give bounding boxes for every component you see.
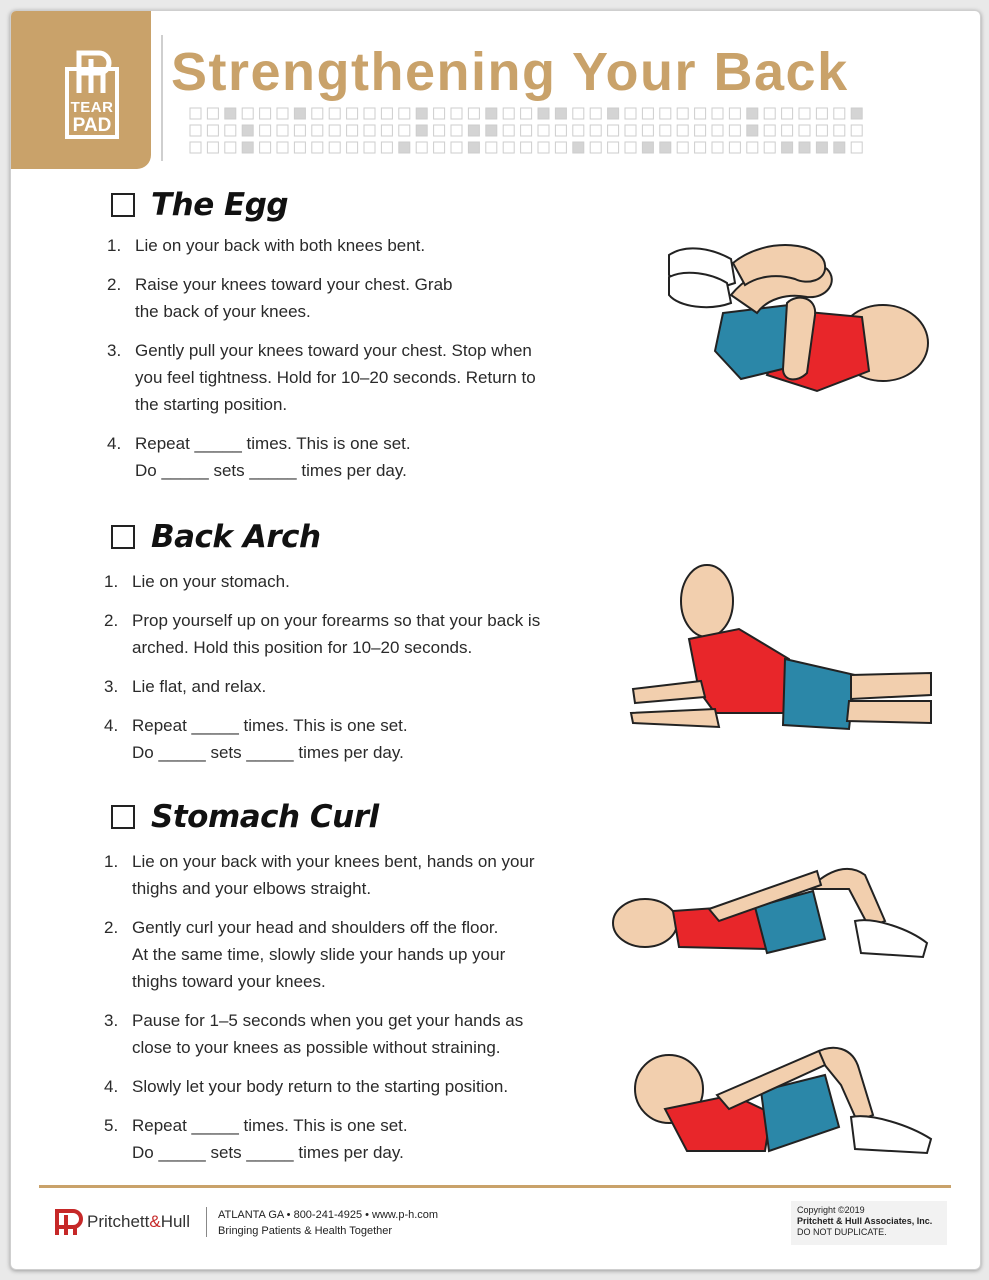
section-stomach-curl-checkbox[interactable] [111, 805, 135, 829]
section-egg-checkbox[interactable] [111, 193, 135, 217]
decorative-dot [729, 108, 740, 119]
decorative-dot [538, 142, 549, 153]
decorative-dot [782, 142, 793, 153]
decorative-dot [416, 125, 427, 136]
decorative-dot [312, 142, 323, 153]
decorative-dot [486, 125, 497, 136]
decorative-dot [521, 142, 532, 153]
decorative-dot [312, 108, 323, 119]
footer-separator [206, 1207, 207, 1237]
header-divider [161, 35, 163, 161]
decorative-dot [225, 125, 236, 136]
decorative-dot [799, 108, 810, 119]
list-item: 2. Raise your knees toward your chest. Grab the back of your knees. [107, 275, 453, 321]
decorative-dot [782, 125, 793, 136]
brand-first: Pritchett [87, 1212, 150, 1231]
decorative-dot [677, 125, 688, 136]
decorative-dot [381, 125, 392, 136]
decorative-dot [416, 142, 427, 153]
decorative-dot [207, 108, 218, 119]
decorative-dot [590, 142, 601, 153]
decorative-dot [642, 108, 653, 119]
stomach-curl-end-illustration [629, 1039, 935, 1159]
handout-page [10, 10, 981, 1270]
pritchett-hull-logo [53, 1207, 190, 1237]
section-back-arch-steps [104, 568, 584, 778]
decorative-dot [625, 125, 636, 136]
section-egg-header [111, 187, 288, 223]
decorative-dot [434, 142, 445, 153]
decorative-dot [329, 142, 340, 153]
decorative-dot-pattern [189, 107, 869, 157]
copyright-line: Copyright ©2019 [797, 1205, 865, 1215]
decorative-dot [538, 125, 549, 136]
decorative-dot [712, 125, 723, 136]
decorative-dot [364, 125, 375, 136]
decorative-dot [207, 125, 218, 136]
decorative-dot [329, 125, 340, 136]
list-item: 1. Lie on your stomach. [104, 572, 290, 591]
decorative-dot [399, 142, 410, 153]
decorative-dot [590, 125, 601, 136]
decorative-dot [468, 108, 479, 119]
decorative-dot [434, 108, 445, 119]
decorative-dot [486, 108, 497, 119]
decorative-dot [642, 125, 653, 136]
list-item: 3. Lie flat, and relax. [104, 677, 267, 696]
decorative-dot [851, 125, 862, 136]
decorative-dot [347, 125, 358, 136]
section-stomach-curl-header [111, 799, 379, 835]
decorative-dot [782, 108, 793, 119]
decorative-dot [590, 108, 601, 119]
decorative-dot [695, 125, 706, 136]
decorative-dot [729, 142, 740, 153]
section-egg-title: The Egg [151, 187, 289, 223]
footer-divider [39, 1185, 951, 1188]
decorative-dot [834, 125, 845, 136]
list-item: 5. Repeat _____ times. This is one set. Do _____ sets _____ times per day. [104, 1116, 408, 1162]
logo-line-tear: TEAR [70, 99, 114, 116]
decorative-dot [277, 125, 288, 136]
decorative-dot [747, 125, 758, 136]
decorative-dot [799, 142, 810, 153]
decorative-dot [555, 142, 566, 153]
decorative-dot [555, 108, 566, 119]
decorative-dot [608, 142, 619, 153]
list-item: 1. Lie on your back with both knees bent. [107, 236, 426, 255]
decorative-dot [747, 142, 758, 153]
decorative-dot [851, 108, 862, 119]
section-back-arch-title: Back Arch [151, 519, 321, 555]
decorative-dot [660, 142, 671, 153]
decorative-dot [329, 108, 340, 119]
decorative-dot [312, 125, 323, 136]
decorative-dot [764, 108, 775, 119]
section-back-arch-header [111, 519, 321, 555]
decorative-dot [660, 125, 671, 136]
decorative-dot [695, 142, 706, 153]
copyright-warning: DO NOT DUPLICATE. [797, 1227, 887, 1237]
list-item: 3. Pause for 1–5 seconds when you get your hands as close to your knees as possible without straining. [104, 1011, 524, 1057]
decorative-dot [834, 108, 845, 119]
decorative-dot [695, 108, 706, 119]
decorative-dot [816, 142, 827, 153]
decorative-dot [468, 142, 479, 153]
decorative-dot [364, 108, 375, 119]
decorative-dot [608, 125, 619, 136]
decorative-dot [816, 125, 827, 136]
section-stomach-curl-title: Stomach Curl [151, 799, 379, 835]
decorative-dot [468, 125, 479, 136]
pritchett-hull-icon [53, 1207, 83, 1237]
decorative-dot [625, 108, 636, 119]
decorative-dot [816, 108, 827, 119]
decorative-dot [225, 142, 236, 153]
decorative-dot [521, 125, 532, 136]
decorative-dot [747, 108, 758, 119]
decorative-dot [242, 108, 253, 119]
decorative-dot [486, 142, 497, 153]
footer-tagline: Bringing Patients & Health Together [218, 1225, 393, 1237]
decorative-dot [625, 142, 636, 153]
logo-line-pad: PAD [72, 115, 112, 136]
decorative-dot [260, 125, 271, 136]
decorative-dot [190, 142, 201, 153]
decorative-dot [277, 142, 288, 153]
decorative-dot [677, 108, 688, 119]
decorative-dot [225, 108, 236, 119]
decorative-dot [764, 125, 775, 136]
decorative-dot [712, 142, 723, 153]
decorative-dot [555, 125, 566, 136]
decorative-dot [277, 108, 288, 119]
decorative-dot [416, 108, 427, 119]
copyright-owner: Pritchett & Hull Associates, Inc. [797, 1216, 933, 1226]
decorative-dot [294, 142, 305, 153]
decorative-dot [799, 125, 810, 136]
decorative-dot [190, 125, 201, 136]
stomach-curl-start-illustration [609, 849, 935, 959]
decorative-dot [381, 108, 392, 119]
decorative-dot [503, 142, 514, 153]
decorative-dot [677, 142, 688, 153]
decorative-dot [347, 108, 358, 119]
decorative-dot [573, 142, 584, 153]
decorative-dot [503, 125, 514, 136]
section-stomach-curl-steps [104, 848, 584, 1178]
decorative-dot [660, 108, 671, 119]
decorative-dot [399, 125, 410, 136]
decorative-dot [521, 108, 532, 119]
decorative-dot [451, 142, 462, 153]
egg-exercise-illustration [647, 233, 937, 403]
list-item: 4. Slowly let your body return to the starting position. [104, 1077, 509, 1096]
decorative-dot [538, 108, 549, 119]
tear-pad-logo [11, 11, 151, 169]
list-item: 2. Prop yourself up on your forearms so that your back is arched. Hold this position for 10–20 seconds. [104, 611, 541, 657]
section-back-arch-checkbox[interactable] [111, 525, 135, 549]
decorative-dot [573, 108, 584, 119]
footer-contact-block [218, 1207, 438, 1239]
list-item: 4. Repeat _____ times. This is one set. Do _____ sets _____ times per day. [107, 434, 411, 480]
decorative-dot [399, 108, 410, 119]
footer-contact: ATLANTA GA • 800-241-4925 • www.p-h.com [218, 1209, 439, 1221]
decorative-dot [451, 108, 462, 119]
decorative-dot [573, 125, 584, 136]
page-title: Strengthening Your Back [171, 42, 849, 102]
decorative-dot [642, 142, 653, 153]
list-item: 1. Lie on your back with your knees bent, hands on your thighs and your elbows straight. [104, 852, 535, 898]
copyright-notice [791, 1201, 947, 1245]
decorative-dot [381, 142, 392, 153]
decorative-dot [729, 125, 740, 136]
list-item: 2. Gently curl your head and shoulders off the floor. At the same time, slowly slide your hands up your thighs toward your knees. [104, 918, 506, 991]
decorative-dot [242, 142, 253, 153]
decorative-dot [712, 108, 723, 119]
decorative-dot [207, 142, 218, 153]
decorative-dot [503, 108, 514, 119]
back-arch-exercise-illustration [619, 563, 935, 735]
decorative-dot [434, 125, 445, 136]
decorative-dot [364, 142, 375, 153]
section-egg-steps [107, 232, 587, 496]
decorative-dot [260, 108, 271, 119]
decorative-dot [260, 142, 271, 153]
brand-amp: & [149, 1212, 161, 1231]
decorative-dot [764, 142, 775, 153]
decorative-dot [242, 125, 253, 136]
decorative-dot [190, 108, 201, 119]
brand-last: Hull [160, 1212, 190, 1231]
list-item: 4. Repeat _____ times. This is one set. Do _____ sets _____ times per day. [104, 716, 408, 762]
list-item: 3. Gently pull your knees toward your chest. Stop when you feel tightness. Hold for 10–20 seconds. Return to the starting position. [107, 341, 536, 414]
decorative-dot [294, 108, 305, 119]
decorative-dot [851, 142, 862, 153]
decorative-dot [834, 142, 845, 153]
decorative-dot [451, 125, 462, 136]
decorative-dot [294, 125, 305, 136]
decorative-dot [347, 142, 358, 153]
decorative-dot [608, 108, 619, 119]
